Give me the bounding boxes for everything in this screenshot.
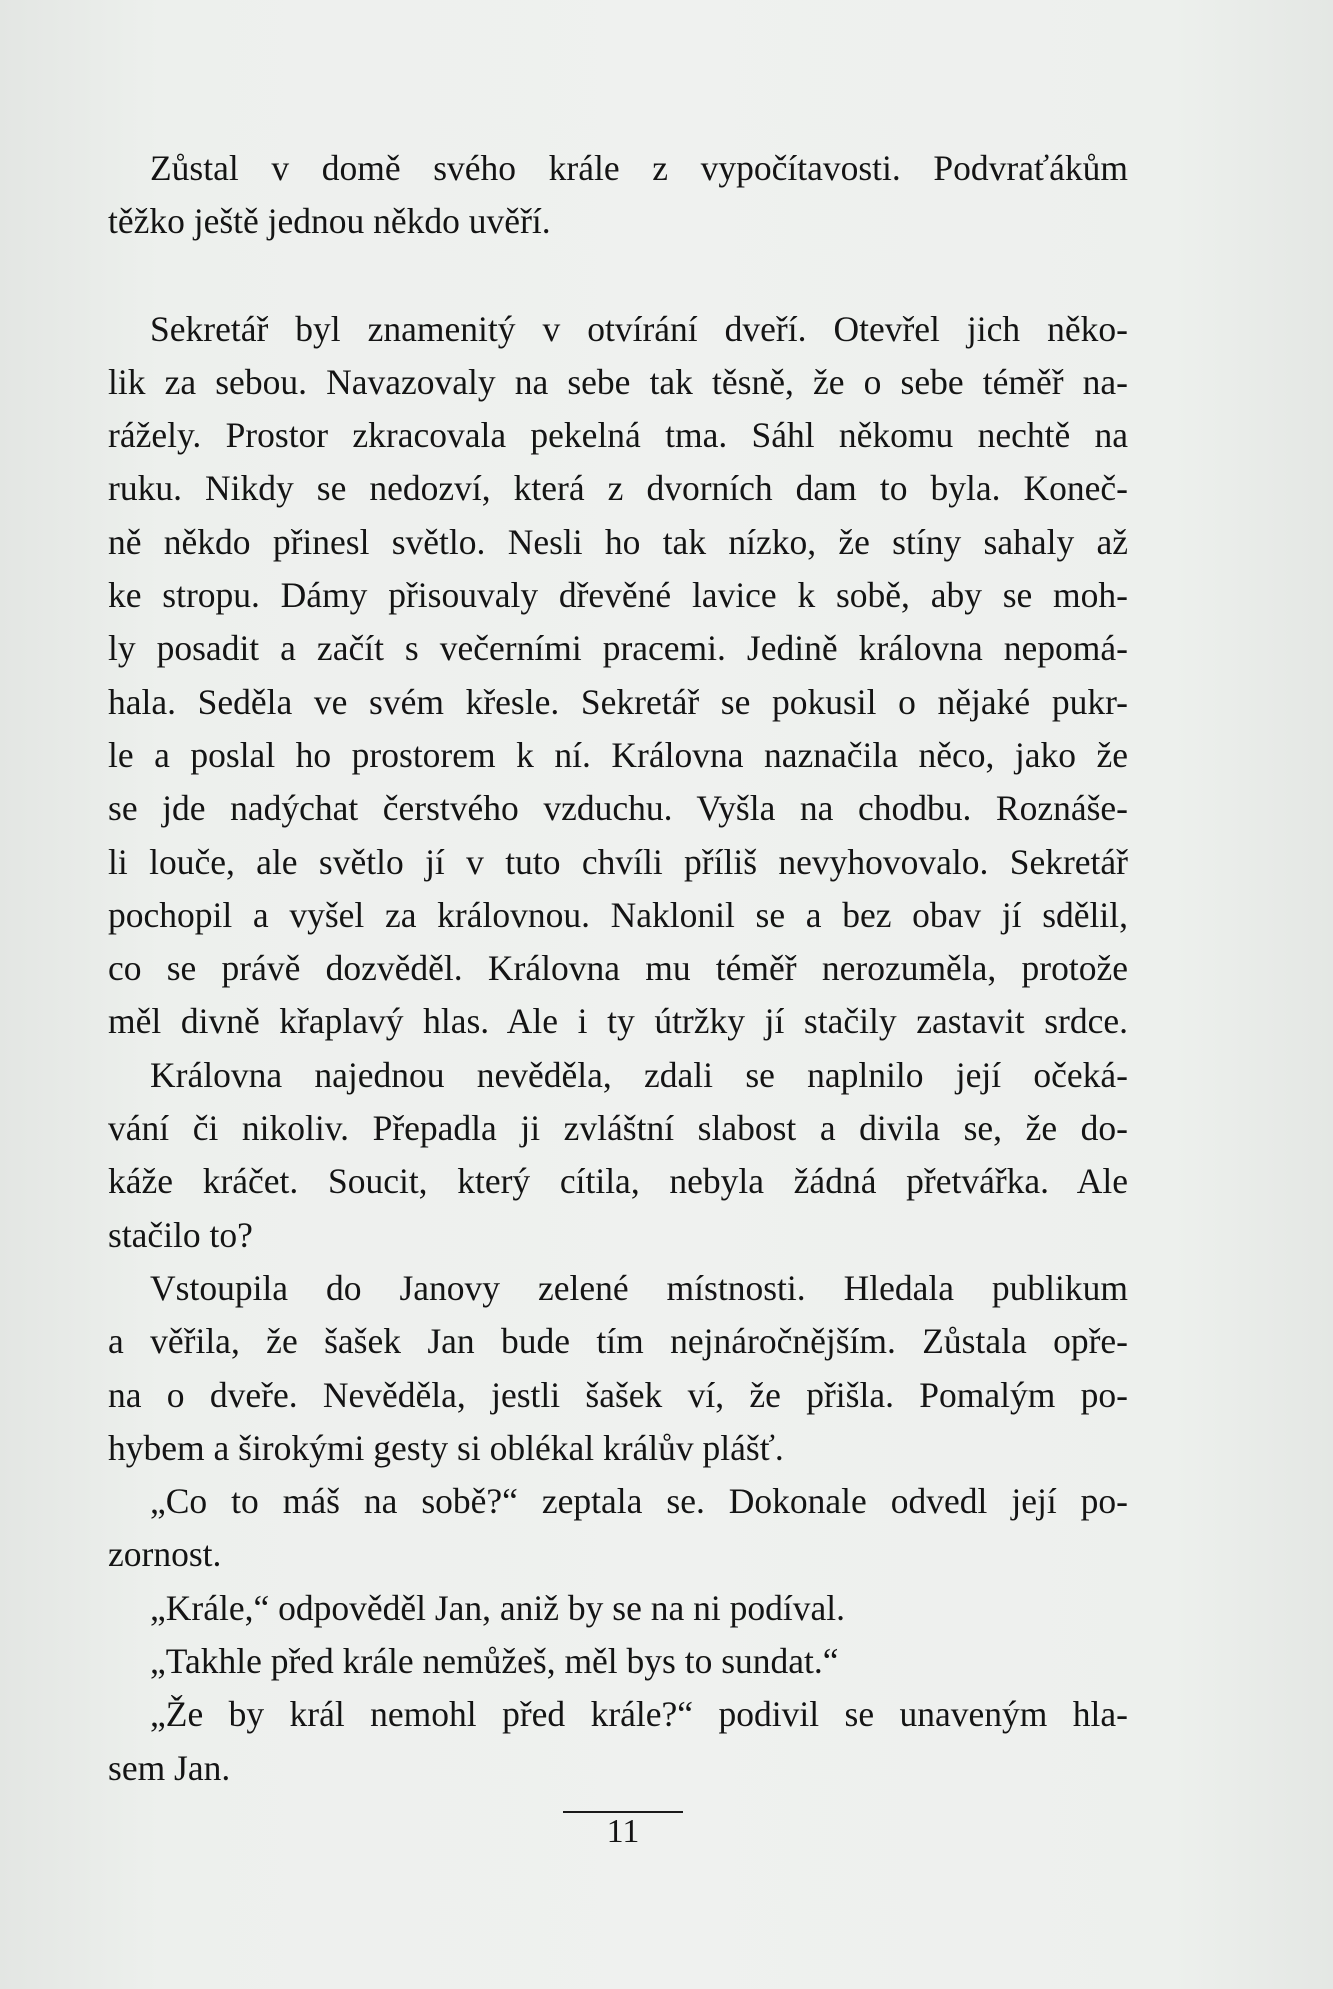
text-line: a věřila, že šašek Jan bude tím nejnáročnějším. Zůstala opře- [108,1321,1128,1362]
text-line: hala. Seděla ve svém křesle. Sekretář se pokusil o nějaké pukr- [108,681,1128,722]
paragraph [108,1688,1128,1795]
text-line: rážely. Prostor zkracovala pekelná tma. Sáhl někomu nechtě na [108,415,1128,456]
text-line: „Krále,“ odpověděl Jan, aniž by se na ni podíval. [150,1587,845,1628]
text-line: hybem a širokými gesty si oblékal králův plášť. [108,1427,784,1468]
text-line: pochopil a vyšel za královnou. Naklonil se a bez obav jí sdělil, [108,894,1128,935]
text-line: Sekretář byl znamenitý v otvírání dveří. Otevřel jich něko- [150,308,1128,349]
text-line: vání či nikoliv. Přepadla ji zvláštní slabost a divila se, že do- [108,1108,1128,1149]
paragraph [108,1049,1128,1262]
paragraph [108,1262,1128,1475]
text-line: li louče, ale světlo jí v tuto chvíli příliš nevyhovovalo. Sekretář [108,841,1128,882]
text-line: ly posadit a začít s večerními pracemi. Jedině královna nepomá- [108,628,1128,669]
text-line: ruku. Nikdy se nedozví, která z dvorních dam to byla. Koneč- [108,468,1128,509]
text-line: na o dveře. Nevěděla, jestli šašek ví, že přišla. Pomalým po- [108,1374,1128,1415]
text-line: lik za sebou. Navazovaly na sebe tak těsně, že o sebe téměř na- [108,361,1128,402]
paragraph [108,1475,1128,1582]
body-text [108,142,1128,1795]
text-line: „Že by král nemohl před krále?“ podivil se unaveným hla- [150,1694,1128,1735]
text-line: „Co to máš na sobě?“ zeptala se. Dokonale odvedl její po- [150,1481,1128,1522]
text-line: co se právě dozvěděl. Královna mu téměř nerozuměla, protože [108,948,1128,989]
text-line: le a poslal ho prostorem k ní. Královna naznačila něco, jako že [108,734,1128,775]
text-line: ke stropu. Dámy přisouvaly dřevěné lavice k sobě, aby se moh- [108,575,1128,616]
paragraph [108,1635,1128,1688]
text-line: stačilo to? [108,1214,253,1255]
text-line: ně někdo přinesl světlo. Nesli ho tak nízko, že stíny sahaly až [108,521,1128,562]
text-line: Zůstal v domě svého krále z vypočítavosti. Podvraťákům [150,148,1128,188]
text-line: Královna najednou nevěděla, zdali se naplnilo její očeká- [150,1054,1128,1095]
text-line: zornost. [108,1534,222,1575]
paragraph [108,1582,1128,1635]
paragraph-gap [108,249,1128,303]
text-line: sem Jan. [108,1747,231,1788]
text-line: káže kráčet. Soucit, který cítila, nebyla žádná přetvářka. Ale [108,1161,1128,1202]
paragraph [108,303,1128,1049]
paragraph [108,142,1128,249]
text-line: měl divně křaplavý hlas. Ale i ty útržky jí stačily zastavit srdce. [108,1001,1128,1042]
text-line: „Takhle před krále nemůžeš, měl bys to sundat.“ [150,1641,839,1682]
page-number: 11 [606,1813,640,1850]
text-line: Vstoupila do Janovy zelené místnosti. Hledala publikum [150,1267,1128,1308]
text-line: těžko ještě jednou někdo uvěří. [108,201,551,242]
text-line: se jde nadýchat čerstvého vzduchu. Vyšla na chodbu. Roznáše- [108,788,1128,829]
